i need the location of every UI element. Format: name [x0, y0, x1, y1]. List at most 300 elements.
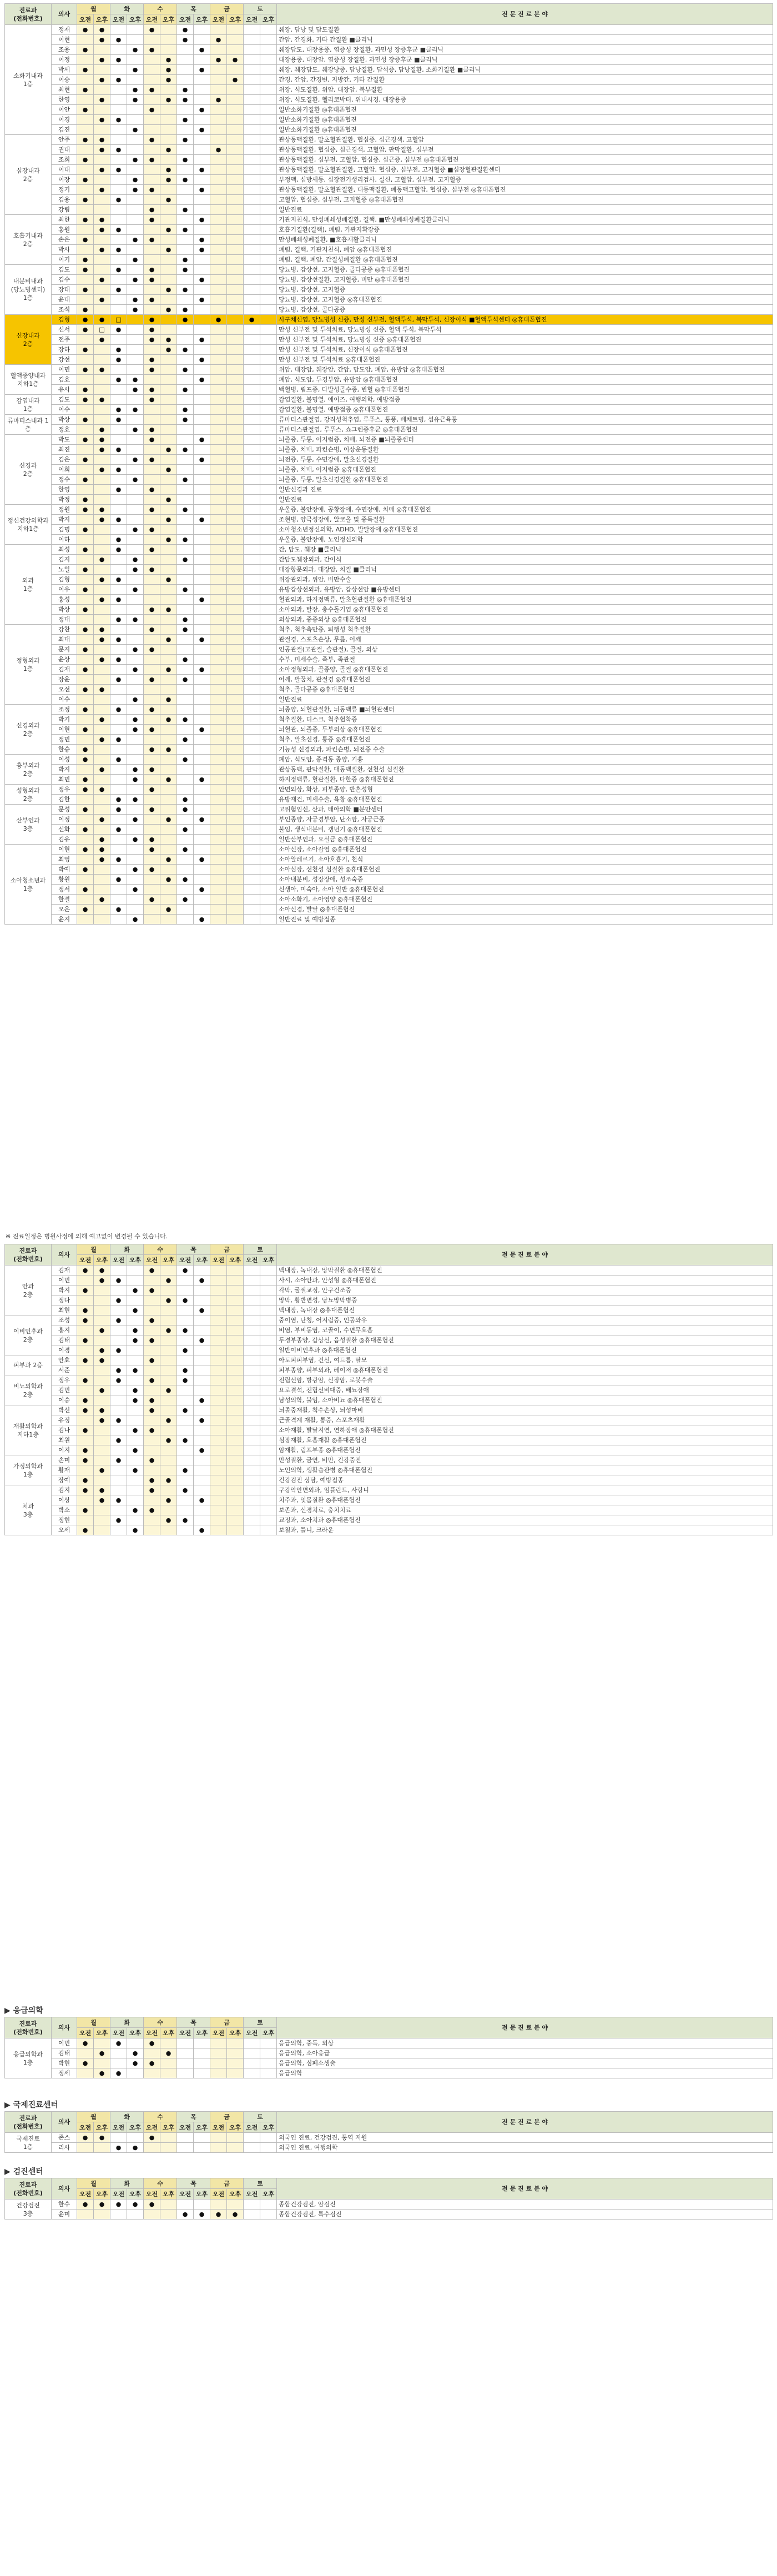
schedule-slot: ●	[77, 255, 94, 265]
schedule-slot	[210, 915, 227, 925]
doctor-name[interactable]: 정효	[52, 425, 77, 435]
schedule-slot	[77, 1295, 94, 1305]
schedule-slot	[210, 185, 227, 195]
specialty-text: 요로결석, 전립선비대증, 배뇨장애	[277, 1385, 773, 1395]
schedule-slot	[210, 105, 227, 115]
doctor-name[interactable]: 김용	[52, 195, 77, 205]
doctor-name[interactable]: 이정	[52, 55, 77, 65]
schedule-slot: ●	[160, 345, 177, 355]
schedule-slot	[194, 645, 210, 655]
schedule-slot	[110, 525, 127, 535]
doctor-name[interactable]: 한승	[52, 745, 77, 755]
doctor-name[interactable]: 이장	[52, 175, 77, 185]
schedule-slot: ●	[144, 1405, 160, 1415]
doctor-name[interactable]: 박기	[52, 715, 77, 725]
doctor-name[interactable]: 박지	[52, 1286, 77, 1295]
schedule-slot	[77, 2143, 94, 2153]
schedule-slot	[160, 2143, 177, 2153]
schedule-slot	[194, 1385, 210, 1395]
header-day: 월	[77, 2017, 110, 2028]
doctor-name[interactable]: 리사	[52, 2143, 77, 2153]
schedule-slot	[110, 335, 127, 345]
doctor-name[interactable]: 오선	[52, 685, 77, 695]
specialty-text: 신생아, 미숙아, 소아 일반 ◎휴대폰협진	[277, 885, 773, 895]
doctor-name[interactable]: 한수	[52, 2200, 77, 2210]
doctor-name[interactable]: 황재	[52, 1465, 77, 1475]
schedule-slot: ●	[94, 835, 110, 845]
doctor-name[interactable]: 한결	[52, 895, 77, 905]
doctor-name[interactable]: 조정	[52, 705, 77, 715]
doctor-name[interactable]: 이성	[52, 755, 77, 765]
schedule-slot	[260, 915, 277, 925]
schedule-slot	[260, 115, 277, 125]
doctor-name[interactable]: 유사	[52, 385, 77, 395]
schedule-slot: ●	[77, 315, 94, 325]
schedule-slot	[210, 1515, 227, 1525]
schedule-slot	[177, 395, 194, 405]
doctor-name[interactable]: 손은	[52, 235, 77, 245]
doctor-name[interactable]: 안주	[52, 135, 77, 145]
schedule-slot: ●	[160, 775, 177, 785]
schedule-slot	[94, 645, 110, 655]
schedule-slot: ●	[77, 1305, 94, 1315]
doctor-name[interactable]: 이정	[52, 815, 77, 825]
doctor-name[interactable]: 김유	[52, 835, 77, 845]
schedule-slot	[260, 325, 277, 335]
schedule-slot	[227, 895, 244, 905]
doctor-name[interactable]: 김효	[52, 375, 77, 385]
header-ampm: 오후	[94, 1255, 110, 1266]
schedule-slot	[177, 1475, 194, 1485]
schedule-slot	[194, 2058, 210, 2068]
doctor-name[interactable]: 박현	[52, 2058, 77, 2068]
schedule-slot	[94, 665, 110, 675]
schedule-slot	[110, 915, 127, 925]
schedule-slot	[194, 675, 210, 685]
schedule-slot	[260, 445, 277, 455]
schedule-slot	[244, 565, 260, 575]
schedule-slot	[210, 65, 227, 75]
doctor-name[interactable]: 최현	[52, 1305, 77, 1315]
schedule-slot	[227, 425, 244, 435]
table-row	[5, 465, 773, 475]
doctor-name[interactable]: 장예	[52, 1475, 77, 1485]
schedule-slot	[94, 745, 110, 755]
schedule-slot: ●	[177, 1295, 194, 1305]
doctor-name[interactable]: 김한	[52, 795, 77, 805]
doctor-name[interactable]: 이민	[52, 1276, 77, 1286]
doctor-name[interactable]: 유정	[52, 1415, 77, 1425]
table-row	[5, 125, 773, 135]
schedule-slot: ●	[144, 1475, 160, 1485]
table-row	[5, 735, 773, 745]
doctor-name[interactable]: 장태	[52, 285, 77, 295]
table-row	[5, 1395, 773, 1405]
schedule-slot: ●	[194, 635, 210, 645]
doctor-name[interactable]: 김지	[52, 1485, 77, 1495]
schedule-slot	[244, 585, 260, 595]
schedule-table	[4, 3, 773, 925]
schedule-slot	[227, 225, 244, 235]
schedule-slot	[110, 885, 127, 895]
schedule-slot	[110, 125, 127, 135]
doctor-name[interactable]: 이민	[52, 365, 77, 375]
doctor-name[interactable]: 김재	[52, 665, 77, 675]
specialty-text: 폐렴, 결핵, 폐암, 간질성폐질환 ◎휴대폰협진	[277, 255, 773, 265]
doctor-name[interactable]: 이우	[52, 585, 77, 595]
schedule-slot	[94, 495, 110, 505]
doctor-name[interactable]: 김도	[52, 395, 77, 405]
schedule-slot: ●	[77, 25, 94, 35]
schedule-slot	[210, 2133, 227, 2143]
header-ampm: 오후	[227, 2189, 244, 2200]
table-row	[5, 665, 773, 675]
doctor-name[interactable]: 홍지	[52, 1325, 77, 1335]
doctor-name[interactable]: 김수	[52, 275, 77, 285]
schedule-slot: ●	[177, 505, 194, 515]
schedule-slot	[127, 345, 144, 355]
doctor-name[interactable]: 박사	[52, 245, 77, 255]
doctor-name[interactable]: 정우	[52, 785, 77, 795]
schedule-slot: ●	[194, 885, 210, 895]
doctor-name[interactable]: 정서	[52, 885, 77, 895]
schedule-slot: ●	[177, 1405, 194, 1415]
header-ampm: 오전	[110, 2189, 127, 2200]
doctor-name[interactable]: 서준	[52, 1365, 77, 1375]
schedule-slot	[244, 1365, 260, 1375]
doctor-name[interactable]: 김형	[52, 315, 77, 325]
table-row	[5, 1266, 773, 1276]
doctor-name[interactable]: 정기	[52, 185, 77, 195]
specialty-text: 관상동맥질환, 협심증, 심근경색, 고혈압, 판막질환, 심부전	[277, 145, 773, 155]
schedule-slot	[210, 655, 227, 665]
schedule-slot: ●	[160, 745, 177, 755]
schedule-slot	[110, 1475, 127, 1485]
doctor-name[interactable]: 장하	[52, 345, 77, 355]
doctor-name[interactable]: 노일	[52, 565, 77, 575]
doctor-name[interactable]: 이경	[52, 1345, 77, 1355]
schedule-slot	[194, 2048, 210, 2058]
doctor-name[interactable]: 이기	[52, 255, 77, 265]
table-row	[5, 205, 773, 215]
doctor-name[interactable]: 이대	[52, 165, 77, 175]
schedule-slot	[227, 205, 244, 215]
schedule-slot	[177, 1286, 194, 1295]
schedule-slot: ●	[110, 735, 127, 745]
doctor-name[interactable]: 이경	[52, 115, 77, 125]
specialty-text: 관상동맥, 판막질환, 대동맥질환, 선천성 심질환	[277, 765, 773, 775]
doctor-name[interactable]: 최원	[52, 1435, 77, 1445]
doctor-name[interactable]: 박도	[52, 435, 77, 445]
doctor-name[interactable]: 이수	[52, 405, 77, 415]
doctor-name[interactable]: 이현	[52, 725, 77, 735]
table-row	[5, 1375, 773, 1385]
doctor-name[interactable]: 김민	[52, 1385, 77, 1395]
doctor-name[interactable]: 김은	[52, 455, 77, 465]
schedule-slot: ●	[160, 95, 177, 105]
doctor-name[interactable]: 최성	[52, 545, 77, 555]
schedule-slot	[127, 285, 144, 295]
header-ampm: 오후	[94, 2122, 110, 2133]
table-row	[5, 845, 773, 855]
doctor-name[interactable]: 윤대	[52, 295, 77, 305]
schedule-slot	[244, 1465, 260, 1475]
doctor-name[interactable]: 존스	[52, 2133, 77, 2143]
schedule-slot	[94, 2143, 110, 2153]
schedule-slot	[260, 635, 277, 645]
doctor-name[interactable]: 한영	[52, 485, 77, 495]
schedule-slot	[194, 75, 210, 85]
doctor-name[interactable]: 최영	[52, 855, 77, 865]
doctor-name[interactable]: 이하	[52, 535, 77, 545]
schedule-slot	[244, 675, 260, 685]
header-doctor: 의사	[52, 2017, 77, 2038]
doctor-name[interactable]: 정현	[52, 1515, 77, 1525]
schedule-slot	[210, 205, 227, 215]
schedule-slot	[110, 425, 127, 435]
schedule-slot: ●	[127, 175, 144, 185]
doctor-name[interactable]: 박소	[52, 1505, 77, 1515]
doctor-name[interactable]: 정재	[52, 25, 77, 35]
schedule-slot	[160, 2058, 177, 2068]
doctor-name[interactable]: 손미	[52, 1455, 77, 1465]
table-row	[5, 295, 773, 305]
schedule-slot	[260, 705, 277, 715]
doctor-name[interactable]: 강림	[52, 205, 77, 215]
doctor-name[interactable]: 이현	[52, 845, 77, 855]
specialty-text: 일반산부인과, 요실금 ◎휴대폰협진	[277, 835, 773, 845]
schedule-slot	[227, 1485, 244, 1495]
doctor-name[interactable]: 홍원	[52, 225, 77, 235]
doctor-name[interactable]: 정우	[52, 1375, 77, 1385]
specialty-text: 수부, 미세수술, 족부, 족관절	[277, 655, 773, 665]
doctor-name[interactable]: 안효	[52, 1355, 77, 1365]
schedule-slot	[244, 495, 260, 505]
schedule-slot	[194, 1266, 210, 1276]
schedule-slot	[260, 315, 277, 325]
schedule-slot	[160, 435, 177, 445]
doctor-name[interactable]: 김형	[52, 575, 77, 585]
schedule-slot	[177, 515, 194, 525]
schedule-slot	[110, 1525, 127, 1535]
schedule-slot: ●	[110, 705, 127, 715]
schedule-slot: ●	[127, 815, 144, 825]
department-cell: 치과 3층	[5, 1485, 52, 1535]
schedule-slot	[260, 795, 277, 805]
header-ampm: 오후	[260, 2028, 277, 2038]
doctor-name[interactable]: 윤상	[52, 655, 77, 665]
schedule-slot	[160, 1505, 177, 1515]
doctor-name[interactable]: 조성	[52, 1315, 77, 1325]
doctor-name[interactable]: 홍성	[52, 595, 77, 605]
table-row	[5, 1385, 773, 1395]
schedule-slot: ●	[144, 765, 160, 775]
doctor-name[interactable]: 장윤	[52, 675, 77, 685]
doctor-name[interactable]: 황원	[52, 875, 77, 885]
schedule-slot: ●	[94, 1485, 110, 1495]
doctor-name[interactable]: 정대	[52, 615, 77, 625]
department-cell: 신경과 2층	[5, 435, 52, 505]
doctor-name[interactable]: 박상	[52, 605, 77, 615]
doctor-name[interactable]: 정다	[52, 1295, 77, 1305]
schedule-slot	[177, 235, 194, 245]
schedule-slot	[144, 735, 160, 745]
doctor-name[interactable]: 신서	[52, 325, 77, 335]
schedule-slot	[144, 2048, 160, 2058]
schedule-slot	[210, 705, 227, 715]
schedule-slot: ●	[77, 755, 94, 765]
doctor-name[interactable]: 최한	[52, 215, 77, 225]
schedule-slot	[127, 895, 144, 905]
doctor-name[interactable]: 김나	[52, 1425, 77, 1435]
schedule-slot	[77, 795, 94, 805]
specialty-text: 소아신장, 소아감염 ◎휴대폰협진	[277, 845, 773, 855]
schedule-slot: ●	[144, 355, 160, 365]
specialty-text: 소아소화기, 소아영양 ◎휴대폰협진	[277, 895, 773, 905]
doctor-name[interactable]: 박정	[52, 495, 77, 505]
doctor-name[interactable]: 이상	[52, 1495, 77, 1505]
department-cell: 신장내과 2층	[5, 315, 52, 365]
doctor-name[interactable]: 최대	[52, 635, 77, 645]
table-row	[5, 305, 773, 315]
table-row	[5, 885, 773, 895]
doctor-name[interactable]: 이안	[52, 105, 77, 115]
doctor-name[interactable]: 박선	[52, 1405, 77, 1415]
schedule-slot	[260, 165, 277, 175]
schedule-slot	[194, 1435, 210, 1445]
schedule-slot	[77, 425, 94, 435]
schedule-slot	[194, 25, 210, 35]
schedule-slot	[127, 445, 144, 455]
doctor-name[interactable]: 권대	[52, 145, 77, 155]
schedule-slot	[244, 1375, 260, 1385]
schedule-slot	[244, 255, 260, 265]
schedule-slot	[94, 875, 110, 885]
schedule-slot	[177, 855, 194, 865]
doctor-name[interactable]: 이민	[52, 2038, 77, 2048]
doctor-name[interactable]: 신화	[52, 825, 77, 835]
schedule-slot	[144, 515, 160, 525]
doctor-name[interactable]: 오은	[52, 905, 77, 915]
doctor-name[interactable]: 이승	[52, 75, 77, 85]
schedule-slot	[177, 685, 194, 695]
schedule-slot: ●	[94, 185, 110, 195]
schedule-slot	[260, 55, 277, 65]
schedule-slot: ●	[127, 95, 144, 105]
doctor-name[interactable]: 최현	[52, 85, 77, 95]
schedule-slot	[110, 585, 127, 595]
doctor-name[interactable]: 조희	[52, 155, 77, 165]
doctor-name[interactable]: 박상	[52, 415, 77, 425]
doctor-name[interactable]: 정민	[52, 735, 77, 745]
schedule-slot	[227, 1276, 244, 1286]
doctor-name[interactable]: 이수	[52, 695, 77, 705]
doctor-name[interactable]: 강선	[52, 355, 77, 365]
schedule-slot	[177, 1505, 194, 1515]
schedule-slot	[144, 1435, 160, 1445]
schedule-slot: ●	[77, 685, 94, 695]
schedule-slot: ●	[194, 1276, 210, 1286]
doctor-name[interactable]: 김재	[52, 1266, 77, 1276]
doctor-name[interactable]: 김명	[52, 525, 77, 535]
schedule-slot	[210, 405, 227, 415]
doctor-name[interactable]: 김태	[52, 1335, 77, 1345]
doctor-name[interactable]: 김지	[52, 555, 77, 565]
doctor-name[interactable]: 조용	[52, 45, 77, 55]
schedule-slot	[94, 455, 110, 465]
doctor-name[interactable]: 박지	[52, 765, 77, 775]
table-row	[5, 1335, 773, 1345]
doctor-name[interactable]: 정수	[52, 475, 77, 485]
schedule-slot	[194, 845, 210, 855]
doctor-name[interactable]: 김진	[52, 125, 77, 135]
doctor-name[interactable]: 이희	[52, 465, 77, 475]
schedule-slot	[127, 635, 144, 645]
header-row-days	[5, 2178, 773, 2189]
schedule-slot	[260, 905, 277, 915]
doctor-name[interactable]: 이승	[52, 1395, 77, 1405]
schedule-slot: ●	[144, 455, 160, 465]
doctor-name[interactable]: 정세	[52, 2068, 77, 2078]
schedule-slot: ●	[160, 495, 177, 505]
doctor-name[interactable]: 김태	[52, 2048, 77, 2058]
schedule-slot	[260, 305, 277, 315]
schedule-slot	[244, 75, 260, 85]
schedule-slot: ●	[127, 2143, 144, 2153]
doctor-name[interactable]: 윤미	[52, 2210, 77, 2220]
doctor-name[interactable]: 박예	[52, 865, 77, 875]
schedule-slot: ●	[77, 235, 94, 245]
schedule-slot	[227, 645, 244, 655]
schedule-slot	[94, 695, 110, 705]
table-row	[5, 1345, 773, 1355]
schedule-slot	[227, 295, 244, 305]
schedule-slot	[144, 595, 160, 605]
doctor-name[interactable]: 최진	[52, 445, 77, 455]
specialty-text: 뇌졸중, 치매, 파킨슨병, 이상운동질환	[277, 445, 773, 455]
doctor-name[interactable]: 윤지	[52, 915, 77, 925]
doctor-name[interactable]: 조석	[52, 305, 77, 315]
schedule-slot	[244, 1395, 260, 1405]
doctor-name[interactable]: 강찬	[52, 625, 77, 635]
doctor-name[interactable]: 최민	[52, 775, 77, 785]
schedule-slot	[77, 855, 94, 865]
doctor-name[interactable]: 문지	[52, 645, 77, 655]
schedule-slot: ●	[177, 135, 194, 145]
doctor-name[interactable]: 정원	[52, 505, 77, 515]
schedule-slot: ●	[94, 145, 110, 155]
doctor-name[interactable]: 오세	[52, 1525, 77, 1535]
doctor-name[interactable]: 박지	[52, 515, 77, 525]
schedule-slot: ●	[194, 1495, 210, 1505]
schedule-slot	[127, 265, 144, 275]
doctor-name[interactable]: 한영	[52, 95, 77, 105]
schedule-slot: ●	[77, 805, 94, 815]
schedule-slot	[94, 2058, 110, 2068]
schedule-slot: ●	[160, 515, 177, 525]
doctor-name[interactable]: 문성	[52, 805, 77, 815]
schedule-slot: ●	[110, 825, 127, 835]
doctor-name[interactable]: 전주	[52, 335, 77, 345]
doctor-name[interactable]: 김도	[52, 265, 77, 275]
specialty-text: 유방재건, 미세수술, 욕창 ◎휴대폰협진	[277, 795, 773, 805]
doctor-name[interactable]: 이지	[52, 1445, 77, 1455]
doctor-name[interactable]: 이현	[52, 35, 77, 45]
doctor-name[interactable]: 박세	[52, 65, 77, 75]
schedule-slot	[244, 65, 260, 75]
schedule-slot	[244, 755, 260, 765]
schedule-slot: ●	[94, 2200, 110, 2210]
